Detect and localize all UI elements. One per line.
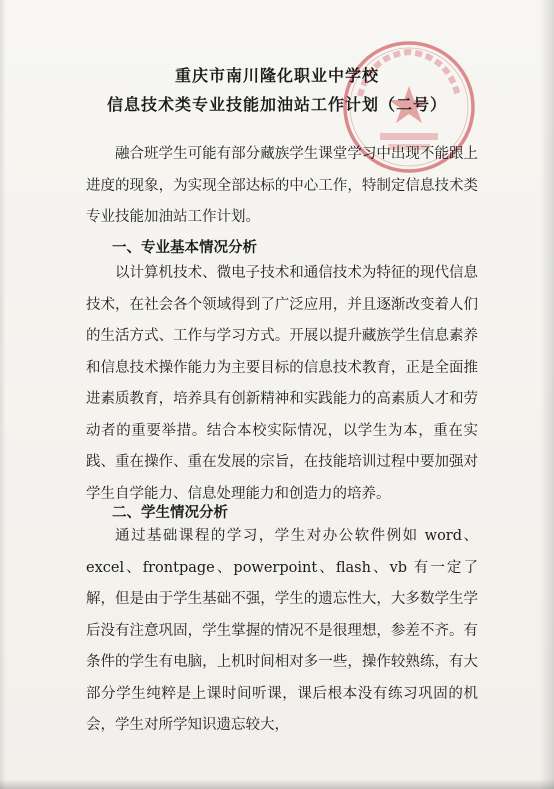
section-body-major-analysis: 以计算机技术、微电子技术和通信技术为特征的现代信息技术，在社会各个领域得到了广泛应用，并且逐渐改变着人们的生活方式、工作与学习方式。开展以提升藏族学生信息素养和信息技术操作能力为主要目标的信息技术教育，正是全面推进素质教育，培养具有创新精神和实践能力的高素质人才和劳动者的重要举措。结合本校实际情况，以学生为本，重在实践、重在操作、重在发展的宗旨，在技能培训过程中要加强对学生自学能力、信息处理能力和创造力的培养。 [86, 265, 478, 502]
intro-paragraph: 融合班学生可能有部分藏族学生课堂学习中出现不能跟上进度的现象，为实现全部达标的中心工作，特制定信息技术类专业技能加油站工作计划。 [86, 146, 478, 225]
section-heading-major-analysis: 一、专业基本情况分析 [112, 240, 257, 256]
section-heading-student-analysis: 二、学生情况分析 [112, 505, 228, 521]
page-shadow-left [0, 0, 6, 789]
page-shadow-bottom [0, 779, 554, 789]
document-title-plan: 信息技术类专业技能加油站工作计划（二号） [106, 95, 447, 114]
page-shadow-right [540, 0, 554, 789]
document-title-school: 重庆市南川隆化职业中学校 [174, 66, 379, 85]
section-body-student-analysis: 通过基础课程的学习，学生对办公软件例如 word、excel、frontpage、powerpoint、flash、vb 有一定了解，但是由于学生基础不强，学生的遗忘性大，大多数学生学后没有注意巩固，学生掌握的情况不是很理想，参差不齐。有条件的学生有电脑，上机时间相对多一些，操作较熟练，有大部分学生纯粹是上课时间听课，课后根本没有练习巩固的机会，学生对所学知识遗忘较大， [86, 528, 478, 733]
